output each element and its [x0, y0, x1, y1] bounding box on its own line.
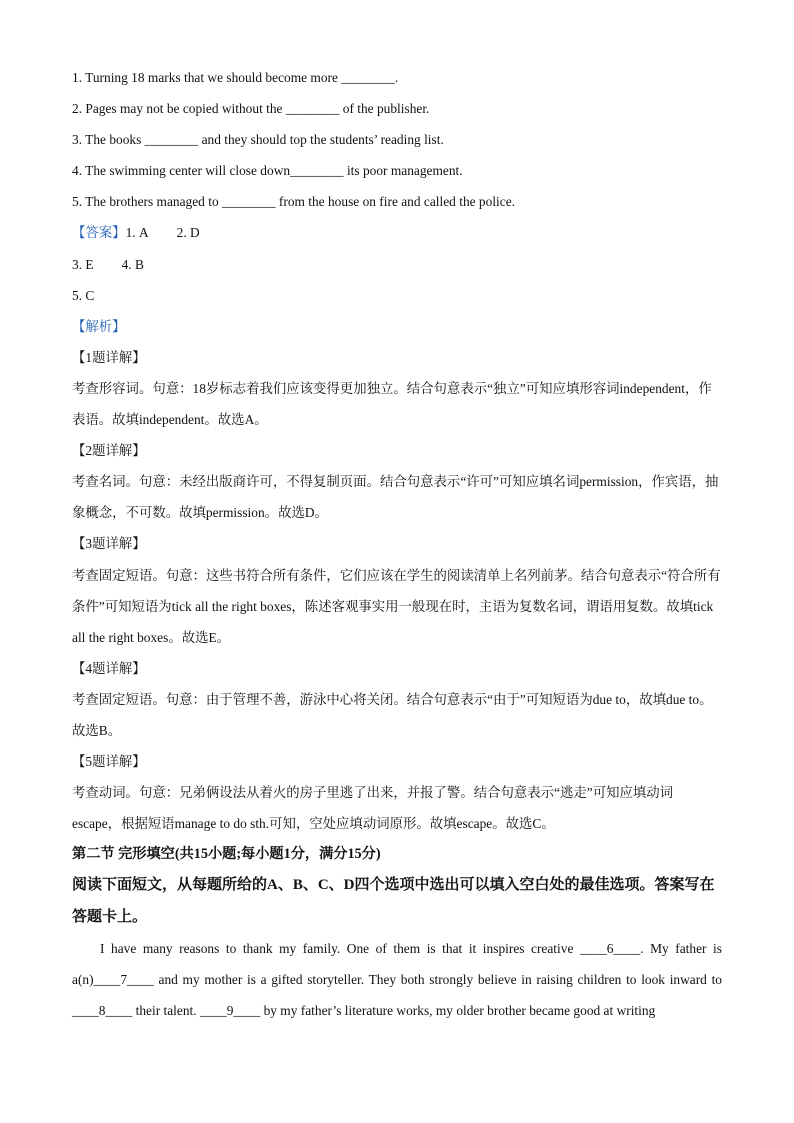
passage-text-1: I have many reasons to thank my family. One of them is that it inspires creative: [100, 940, 580, 956]
detail-3-label: 【3题详解】: [72, 536, 146, 552]
blank-8: ____8____: [72, 1002, 133, 1018]
detail-3-body: 考查固定短语。句意：这些书符合所有条件，它们应该在学生的阅读清单上名列前茅。结合句意表示“符合所有条件”可知短语为tick all the right boxes，陈述客观事实用一般现在时，主语为复数名词，谓语用复数。故填tick all the right boxes。故选E。: [72, 567, 721, 645]
answer-line-1: [72, 217, 722, 248]
answer-line-3: [72, 280, 722, 311]
cloze-passage: [72, 933, 722, 1026]
detail-5-body: 考查动词。句意：兄弟俩设法从着火的房子里逃了出来，并报了警。结合句意表示“逃走”可知应填动词escape，根据短语manage to do sth.可知，空处应填动词原形。故填escape。故选C。: [72, 785, 674, 832]
answer-4: 4. B: [121, 256, 144, 272]
answer-line-2: [72, 249, 722, 280]
question-5: 5. The brothers managed to ________ from the house on fire and called the police.: [72, 194, 516, 210]
blank-9: ____9____: [199, 1002, 261, 1018]
analysis-label: 【解析】: [72, 318, 126, 334]
detail-4-label: 【4题详解】: [72, 660, 146, 676]
answer-2: 2. D: [176, 225, 200, 241]
answer-1: 1. A: [125, 225, 149, 241]
detail-2-label: 【2题详解】: [72, 443, 146, 459]
question-1: 1. Turning 18 marks that we should become more ________.: [72, 70, 399, 85]
blank-6: ____6____: [579, 940, 641, 956]
answer-3: 3. E: [72, 256, 94, 272]
question-2: 2. Pages may not be copied without the ________ of the publisher.: [72, 101, 430, 117]
detail-5-label: 【5题详解】: [72, 754, 146, 770]
answer-label: 【答案】: [72, 225, 126, 241]
question-4: 4. The swimming center will close down________ its poor management.: [72, 163, 463, 179]
passage-text-2: . My father is a(n): [72, 940, 722, 987]
section-instruction: 阅读下面短文，从每题所给的A、B、C、D四个选项中选出可以填入空白处的最佳选项。答案写在答题卡上。: [72, 877, 715, 925]
passage-text-5: by my father’s literature works, my older brother became good at writing: [260, 1002, 656, 1018]
passage-text-4: their talent.: [132, 1002, 200, 1018]
section-title: 第二节 完形填空(共15小题;每小题1分，满分15分): [72, 846, 381, 863]
passage-text-3: and my mother is a gifted storyteller. They both strongly believe in raising children to look inward to: [153, 971, 722, 987]
answer-5: 5. C: [72, 287, 95, 303]
question-3: 3. The books ________ and they should top the students’ reading list.: [72, 132, 444, 148]
detail-2-body: 考查名词。句意：未经出版商许可，不得复制页面。结合句意表示“许可”可知应填名词permission，作宾语，抽象概念，不可数。故填permission。故选D。: [72, 474, 719, 521]
detail-1-label: 【1题详解】: [72, 349, 146, 365]
blank-7: ____7____: [93, 971, 154, 987]
detail-4-body: 考查固定短语。句意：由于管理不善，游泳中心将关闭。结合句意表示“由于”可知短语为due to，故填due to。故选B。: [72, 691, 713, 738]
document-page: [72, 62, 722, 1026]
detail-1-body: 考查形容词。句意：18岁标志着我们应该变得更加独立。结合句意表示“独立”可知应填形容词independent，作表语。故填independent。故选A。: [72, 380, 712, 428]
